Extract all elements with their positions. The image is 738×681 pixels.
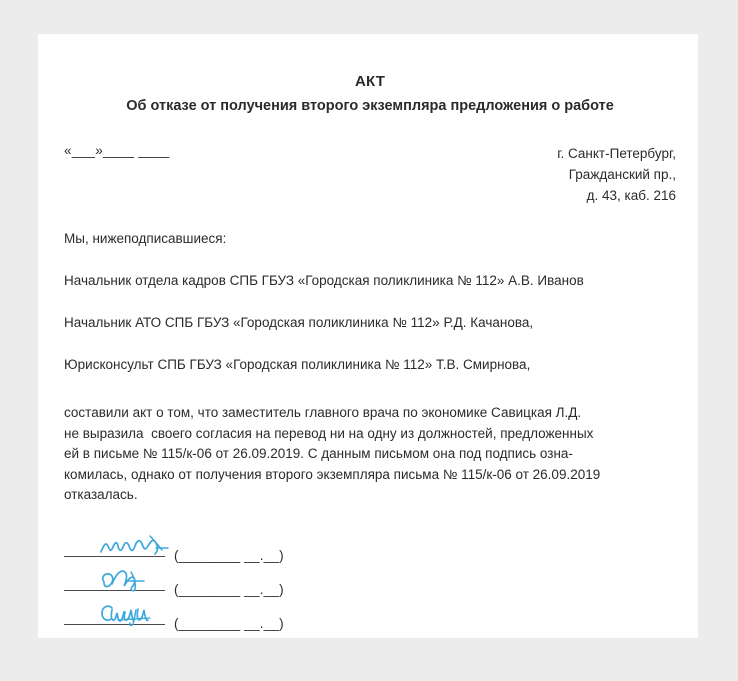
signature-name-placeholder: (________ __.__) (174, 615, 284, 631)
address-line-city: г. Санкт-Петербург, (557, 146, 676, 161)
signature-name-placeholder: (________ __.__) (174, 581, 284, 597)
body-line-4: комилась, однако от получения второго экземпляра письма № 115/к-06 от 26.09.2019 (64, 466, 601, 482)
body-line-5: отказалась. (64, 487, 138, 502)
body-line-1: составили акт о том, что заместитель главного врача по экономике Савицкая Л.Д. (64, 405, 582, 420)
document-content (64, 34, 676, 632)
body-paragraph (64, 403, 676, 506)
page-title: АКТ (354, 73, 386, 90)
document-page (38, 34, 698, 638)
signature-area (64, 530, 676, 632)
address-line-street: Гражданский пр., (568, 167, 676, 182)
signature-rule (64, 556, 165, 557)
signature-rule (64, 624, 165, 625)
party-line-2: Начальник АТО СПБ ГБУЗ «Городская поликлиника № 112» Р.Д. Качанова, (64, 315, 534, 330)
signature-name-placeholder: (________ __.__) (174, 547, 284, 563)
signature-row-3 (64, 598, 676, 632)
party-line-1: Начальник отдела кадров СПБ ГБУЗ «Городская поликлиника № 112» А.В. Иванов (64, 273, 584, 288)
signature-row-1 (64, 530, 676, 564)
document-header (64, 34, 676, 116)
body-line-2: не выразила своего согласия на перевод ни на одну из должностей, предложенных (64, 425, 594, 441)
party-line-3: Юрисконсульт СПБ ГБУЗ «Городская поликлиника № 112» Т.В. Смирнова, (64, 357, 531, 372)
signature-row-2 (64, 564, 676, 598)
date-placeholder: «___»____ ____ (64, 143, 170, 158)
document-meta (64, 143, 676, 209)
signature-rule (64, 590, 165, 591)
page-subtitle: Об отказе от получения второго экземпляра предложения о работе (126, 98, 614, 114)
organization-address (557, 143, 676, 206)
intro-text: Мы, нижеподписавшиеся: (64, 231, 227, 246)
address-line-building: д. 43, каб. 216 (586, 188, 676, 203)
body-line-3: ей в письме № 115/к-06 от 26.09.2019. С данным письмом она под подпись озна- (64, 446, 573, 461)
